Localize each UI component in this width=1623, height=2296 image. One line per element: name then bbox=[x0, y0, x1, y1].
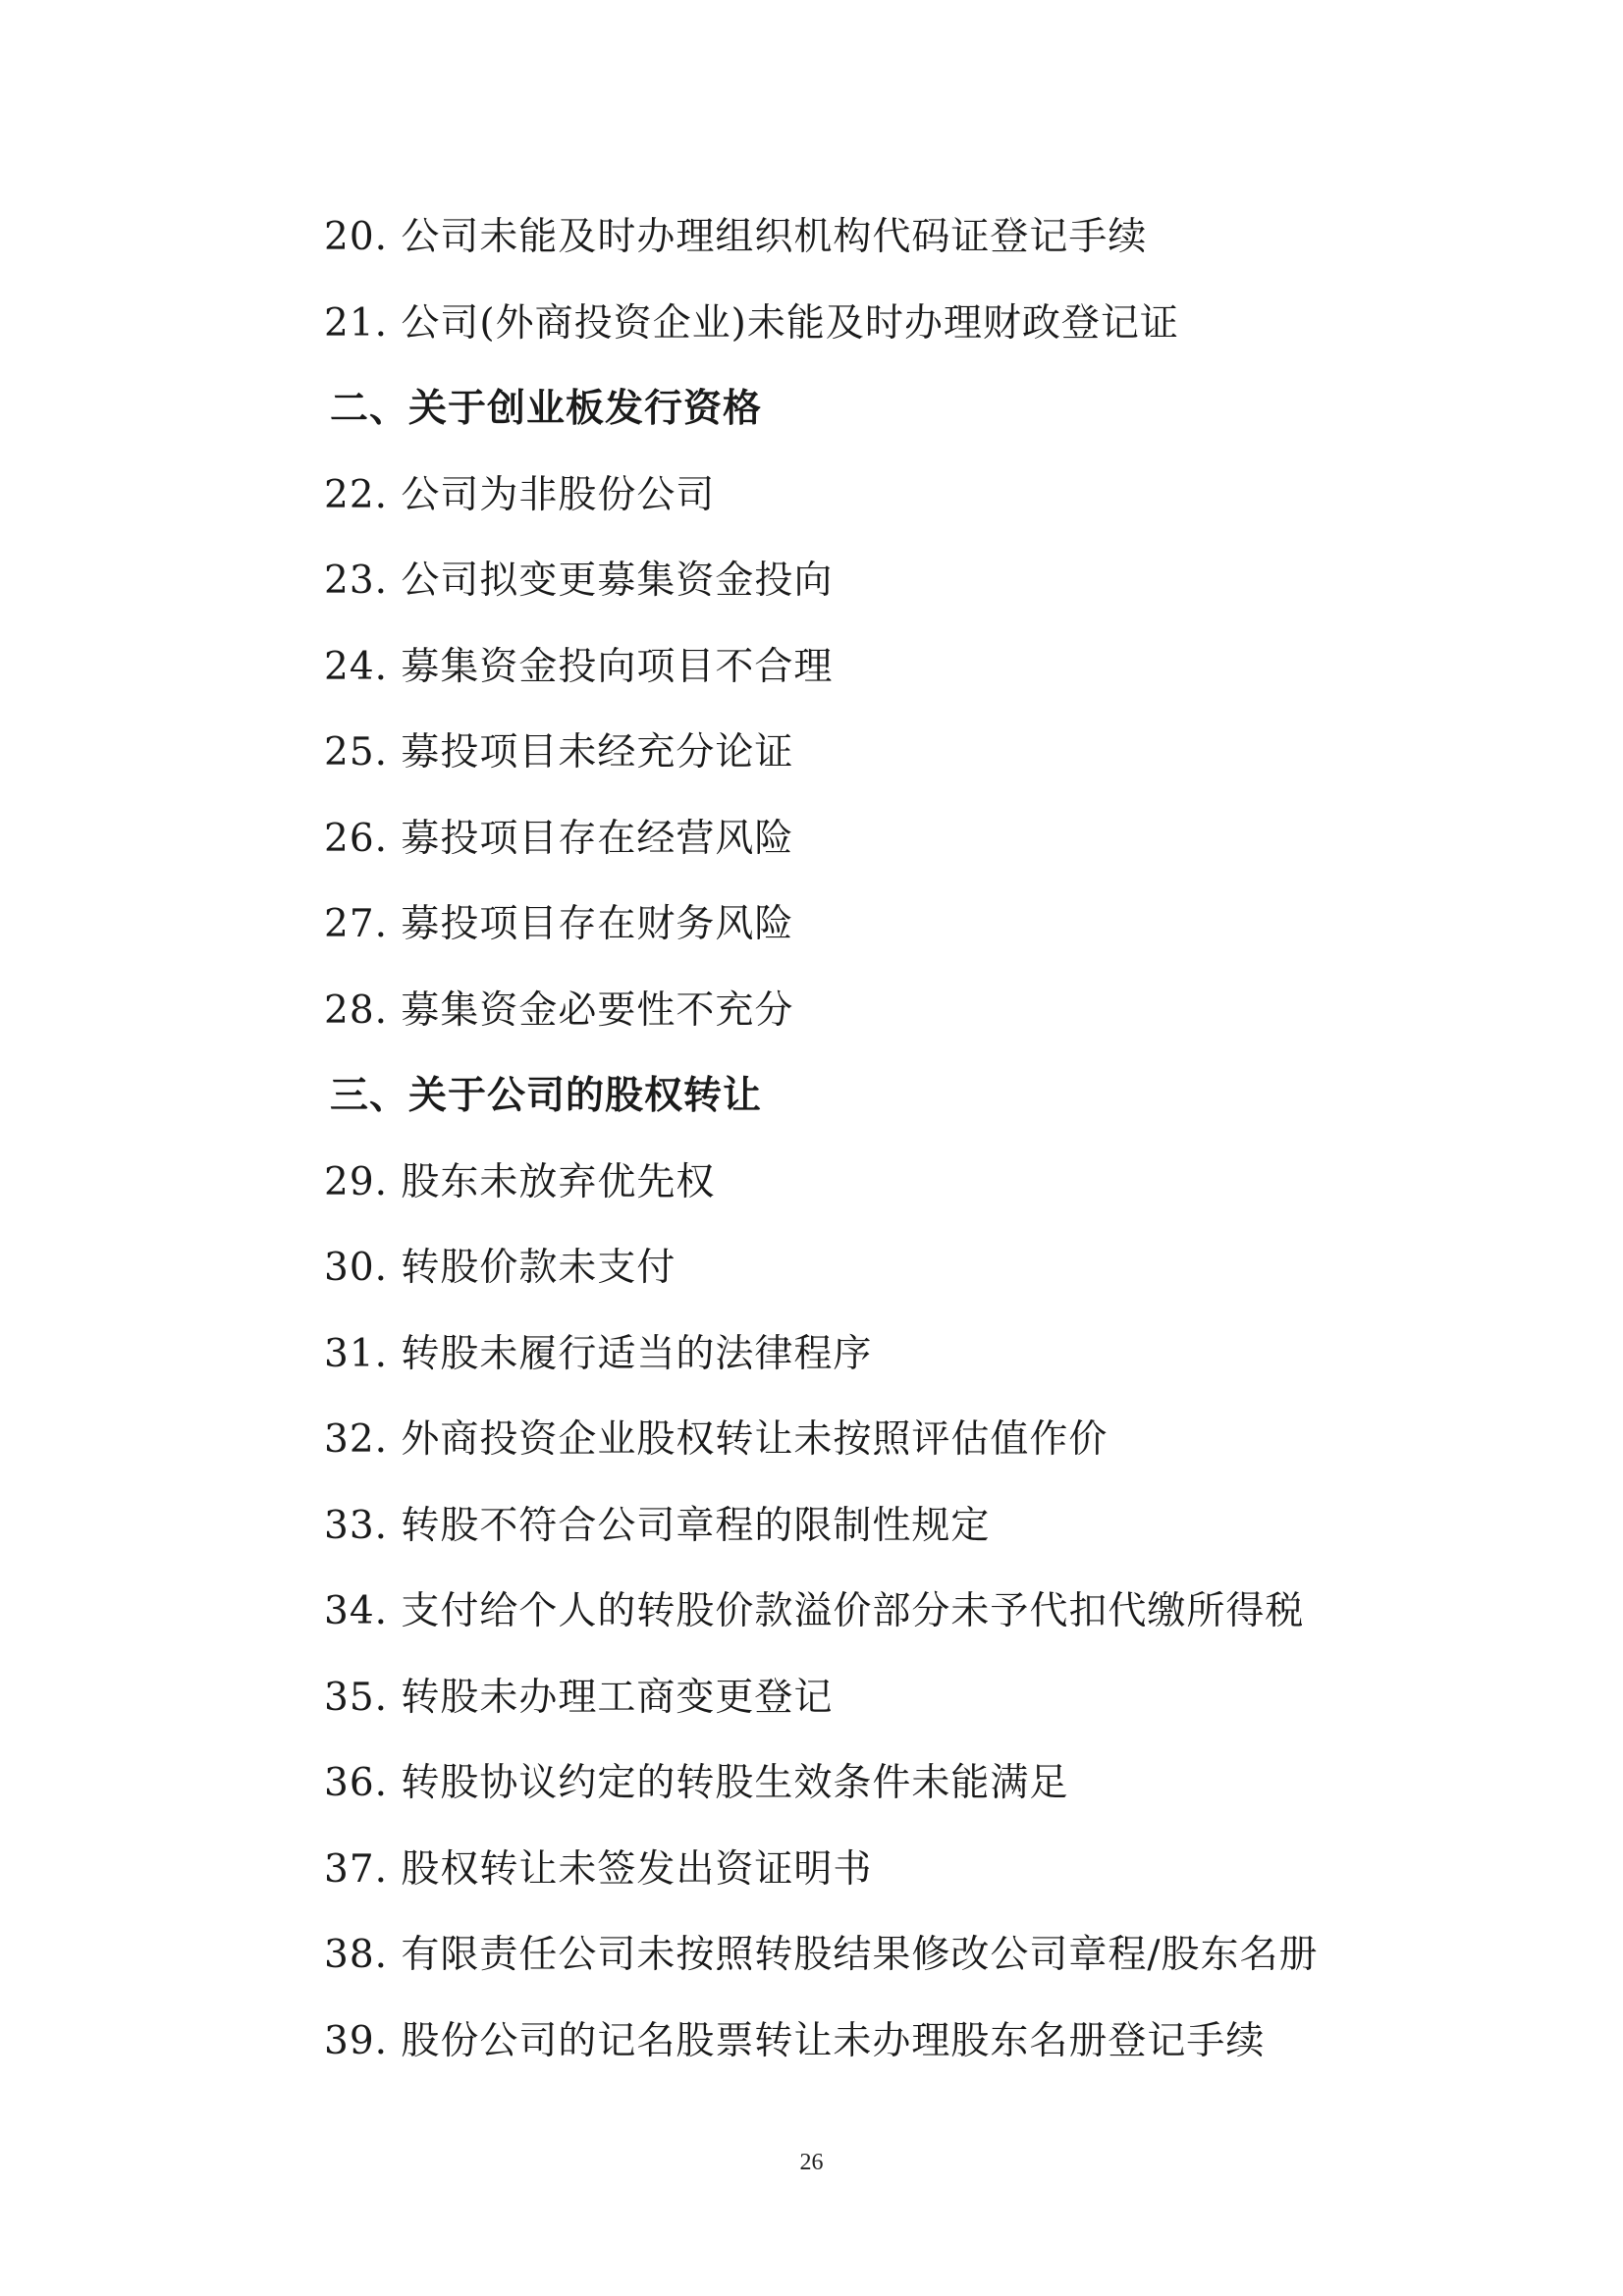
section-heading: 二、关于创业板发行资格 bbox=[330, 387, 763, 431]
list-item: 22. 公司为非股份公司 bbox=[324, 472, 716, 517]
section-heading: 三、关于公司的股权转让 bbox=[330, 1074, 763, 1118]
page-number: 26 bbox=[799, 2150, 824, 2175]
list-item: 34. 支付给个人的转股价款溢价部分未予代扣代缴所得税 bbox=[324, 1589, 1305, 1633]
list-item: 20. 公司未能及时办理组织机构代码证登记手续 bbox=[324, 215, 1148, 259]
list-item: 31. 转股未履行适当的法律程序 bbox=[324, 1331, 873, 1376]
list-item: 24. 募集资金投向项目不合理 bbox=[324, 644, 834, 689]
list-item: 32. 外商投资企业股权转让未按照评估值作价 bbox=[324, 1417, 1109, 1462]
list-item: 37. 股权转让未签发出资证明书 bbox=[324, 1846, 873, 1892]
list-item: 29. 股东未放弃优先权 bbox=[324, 1159, 716, 1204]
list-item: 35. 转股未办理工商变更登记 bbox=[324, 1675, 834, 1720]
list-item: 38. 有限责任公司未按照转股结果修改公司章程/股东名册 bbox=[324, 1933, 1319, 1977]
list-item: 26. 募投项目存在经营风险 bbox=[324, 816, 794, 861]
list-item: 25. 募投项目未经充分论证 bbox=[324, 730, 794, 774]
list-item: 23. 公司拟变更募集资金投向 bbox=[324, 559, 834, 603]
list-item: 30. 转股价款未支付 bbox=[324, 1246, 676, 1290]
list-item: 33. 转股不符合公司章程的限制性规定 bbox=[324, 1503, 991, 1548]
list-item: 36. 转股协议约定的转股生效条件未能满足 bbox=[324, 1761, 1069, 1805]
list-item: 28. 募集资金必要性不充分 bbox=[324, 988, 794, 1033]
content-list bbox=[324, 208, 1384, 2098]
list-item: 21. 公司(外商投资企业)未能及时办理财政登记证 bbox=[324, 300, 1179, 346]
list-item: 39. 股份公司的记名股票转让未办理股东名册登记手续 bbox=[324, 2018, 1266, 2063]
list-item: 27. 募投项目存在财务风险 bbox=[324, 902, 794, 946]
